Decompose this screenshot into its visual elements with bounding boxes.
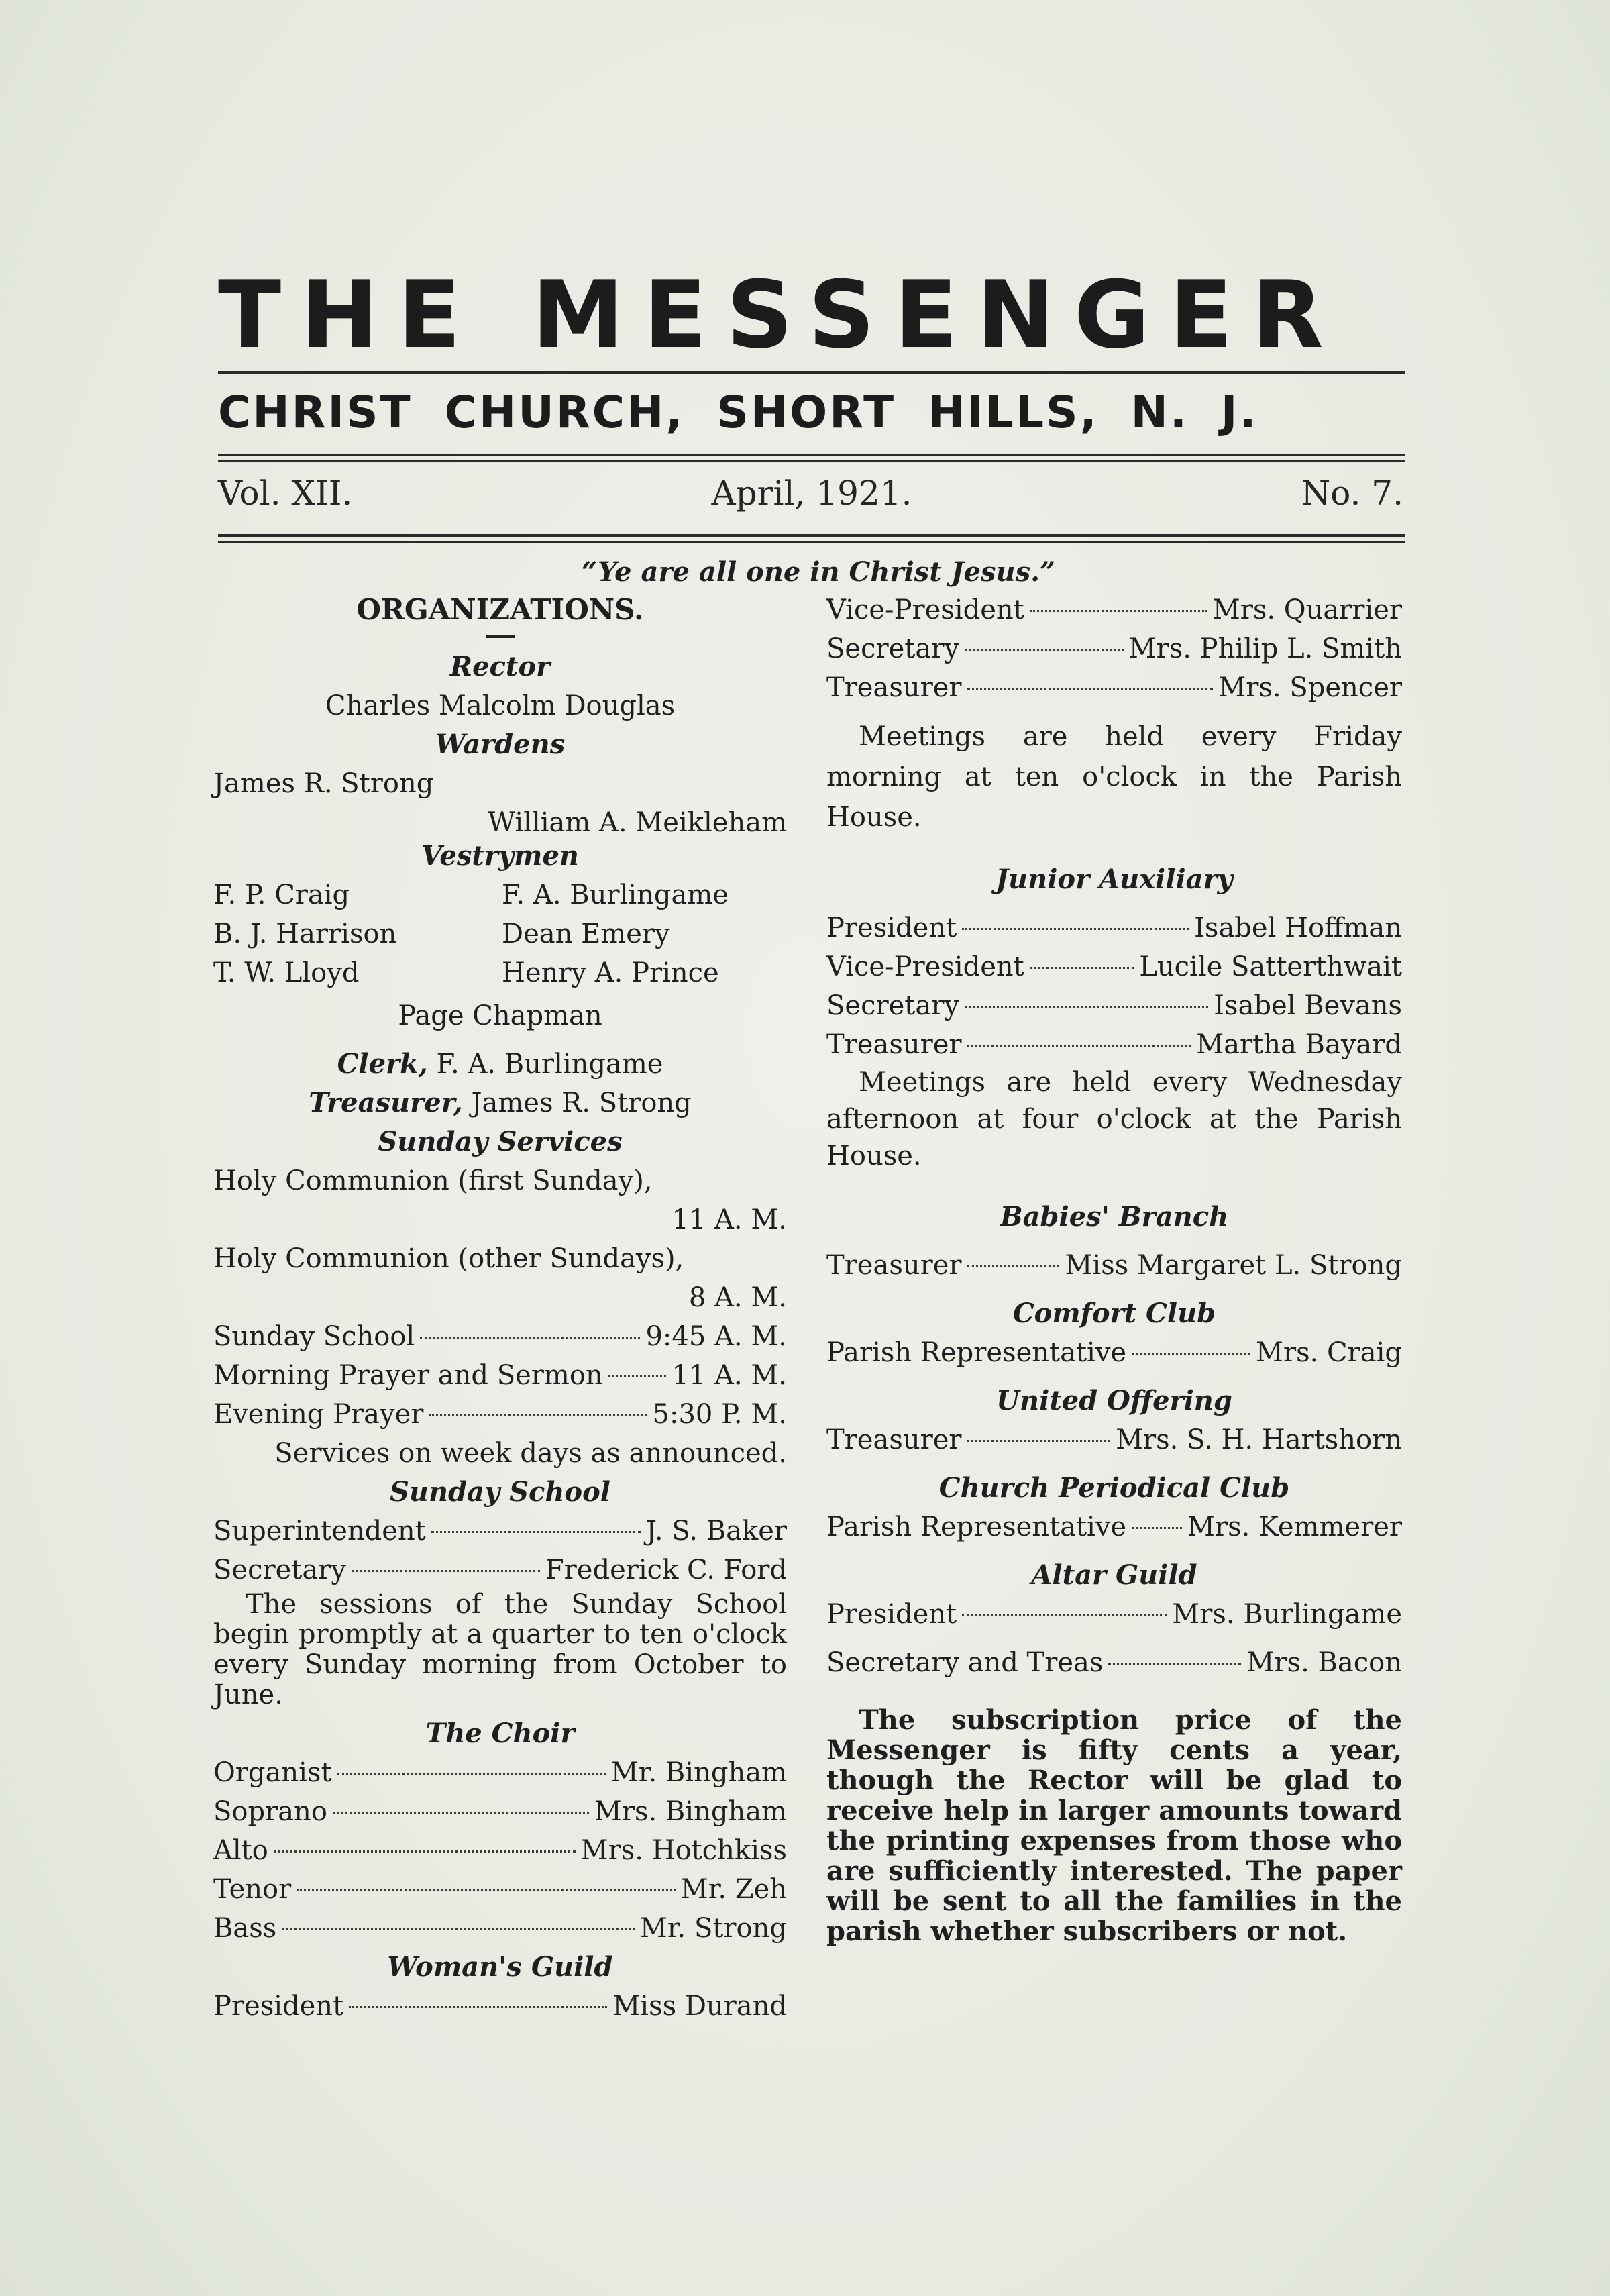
school-row <box>213 1512 787 1551</box>
role-label: Organist <box>213 1757 332 1788</box>
vestrymen-label: Vestrymen <box>421 840 579 872</box>
motto: “Ye are all one in Christ Jesus.” <box>581 556 1056 588</box>
rule-top <box>218 371 1405 374</box>
role-label: Alto <box>213 1835 268 1866</box>
hc-first-time: 11 A. M. <box>672 1204 787 1235</box>
choir-label: The Choir <box>425 1718 575 1749</box>
hc-other: Holy Communion (other Sundays), <box>213 1243 684 1274</box>
vestryman-last: Page Chapman <box>398 1000 602 1031</box>
role-name: Martha Bayard <box>1196 1029 1402 1060</box>
rule-mid-2 <box>218 460 1405 462</box>
vestryman: T. W. Lloyd <box>213 957 360 988</box>
choir-row <box>213 1792 787 1831</box>
left-column <box>213 590 787 2026</box>
services-note: Services on week days as announced. <box>274 1438 787 1469</box>
services-label: Sunday Services <box>378 1126 623 1157</box>
vestryman: B. J. Harrison <box>213 919 397 949</box>
role-name: Mrs. Kemmerer <box>1187 1512 1402 1543</box>
babies-branch-label: Babies' Branch <box>1000 1201 1229 1233</box>
junior-row <box>826 947 1402 986</box>
organizations-heading: ORGANIZATIONS. <box>356 593 644 626</box>
heading-dash <box>486 635 515 638</box>
vestryman: Henry A. Prince <box>502 957 719 988</box>
role-label: Bass <box>213 1913 277 1944</box>
vestryman: F. A. Burlingame <box>502 880 729 910</box>
role-label: Tenor <box>213 1874 292 1905</box>
comfort-club-label: Comfort Club <box>1012 1298 1216 1329</box>
role-label: Vice-President <box>826 951 1024 982</box>
role-name: Mrs. Quarrier <box>1212 594 1402 625</box>
role-name: Mrs. Bingham <box>594 1796 787 1827</box>
role-name: Isabel Bevans <box>1214 990 1402 1021</box>
clerk-name: F. A. Burlingame <box>436 1049 663 1080</box>
united-row <box>826 1420 1402 1459</box>
role-label: Treasurer <box>826 1029 962 1060</box>
role-label: Parish Representative <box>826 1512 1127 1543</box>
role-name: Mrs. Philip L. Smith <box>1128 633 1402 664</box>
guild-row <box>826 629 1402 668</box>
junior-row <box>826 908 1402 947</box>
role-name: Frederick C. Ford <box>545 1555 787 1585</box>
rector-name: Charles Malcolm Douglas <box>325 690 676 721</box>
role-label: Secretary <box>826 990 959 1021</box>
altar-row <box>826 1595 1402 1634</box>
service-label: Morning Prayer and Sermon <box>213 1360 603 1391</box>
service-time: 9:45 A. M. <box>645 1321 787 1352</box>
vestryman: F. P. Craig <box>213 880 350 910</box>
right-column <box>826 590 1402 1946</box>
hc-other-time: 8 A. M. <box>688 1282 787 1313</box>
role-name: Mrs. S. H. Hartshorn <box>1116 1424 1402 1455</box>
treasurer-name: James R. Strong <box>471 1088 692 1118</box>
united-offering-label: United Offering <box>996 1385 1232 1416</box>
issue-date: April, 1921. <box>711 474 912 513</box>
role-name: Mrs. Hotchkiss <box>580 1835 787 1866</box>
role-label: Vice-President <box>826 594 1024 625</box>
role-label: Treasurer <box>826 672 962 703</box>
role-label: Secretary <box>826 633 959 664</box>
role-name: Mr. Bingham <box>610 1757 787 1788</box>
junior-row <box>826 1025 1402 1064</box>
guild-row <box>826 590 1402 629</box>
service-row <box>213 1395 787 1434</box>
role-label: Secretary and Treas <box>826 1647 1104 1678</box>
church-subtitle: CHRIST CHURCH, SHORT HILLS, N. J. <box>218 386 1258 438</box>
junior-row <box>826 986 1402 1025</box>
school-row <box>213 1551 787 1589</box>
vestry-row <box>213 953 787 992</box>
role-name: Miss Margaret L. Strong <box>1065 1250 1402 1281</box>
role-name: Mr. Strong <box>639 1913 787 1944</box>
choir-row <box>213 1753 787 1792</box>
vestryman: Dean Emery <box>502 919 670 949</box>
service-row <box>213 1356 787 1395</box>
service-label: Sunday School <box>213 1321 415 1352</box>
altar-row <box>826 1643 1402 1682</box>
role-label: Parish Representative <box>826 1337 1127 1368</box>
role-name: Mr. Zeh <box>680 1874 787 1905</box>
vestry-row <box>213 915 787 953</box>
sunday-school-label: Sunday School <box>390 1476 610 1508</box>
rule-bottom-2 <box>218 541 1405 543</box>
periodical-club-label: Church Periodical Club <box>938 1472 1290 1504</box>
role-label: Treasurer <box>826 1250 962 1281</box>
rector-label: Rector <box>449 651 551 682</box>
role-label: President <box>213 1991 344 2022</box>
role-label: Treasurer <box>826 1424 962 1455</box>
role-label: Secretary <box>213 1555 346 1585</box>
guild-row <box>826 668 1402 707</box>
volume-label: Vol. XII. <box>218 474 353 513</box>
sunday-school-note: The sessions of the Sunday School begin promptly at a quarter to ten o'clock every Sunday morning from October to June. <box>213 1589 787 1710</box>
role-name: Mrs. Bacon <box>1246 1647 1402 1678</box>
womans-guild-label: Woman's Guild <box>387 1951 613 1983</box>
clerk-label: Clerk, <box>337 1048 428 1080</box>
role-name: Mrs. Craig <box>1255 1337 1402 1368</box>
role-name: Lucile Satterthwait <box>1139 951 1402 982</box>
issue-number: No. 7. <box>1301 474 1403 513</box>
periodical-row <box>826 1508 1402 1547</box>
choir-row <box>213 1831 787 1870</box>
treasurer-label: Treasurer, <box>309 1087 463 1118</box>
choir-row <box>213 1870 787 1909</box>
warden-2: William A. Meikleham <box>487 807 787 838</box>
service-time: 5:30 P. M. <box>652 1399 787 1430</box>
rule-bottom-1 <box>218 534 1405 537</box>
treasurer-line <box>213 1084 787 1123</box>
role-label: Soprano <box>213 1796 327 1827</box>
rule-mid-1 <box>218 454 1405 456</box>
hc-first: Holy Communion (first Sunday), <box>213 1165 653 1196</box>
role-name: Mrs. Spencer <box>1218 672 1402 703</box>
role-label: Superintendent <box>213 1516 426 1547</box>
service-row <box>213 1317 787 1356</box>
wardens-label: Wardens <box>435 729 566 760</box>
junior-auxiliary-label: Junior Auxiliary <box>996 864 1233 895</box>
service-label: Evening Prayer <box>213 1399 424 1430</box>
subscription-note: The subscription price of the Messenger is fifty cents a year, though the Rector will be glad to receive help in larger amounts toward the printing expenses from those who are sufficiently interested. The paper will be sent to all the families in the parish whether subscribers or not. <box>826 1704 1402 1947</box>
vestry-row <box>213 876 787 915</box>
role-name: Mrs. Burlingame <box>1172 1599 1402 1630</box>
role-label: President <box>826 912 957 943</box>
guild-row <box>213 1987 787 2026</box>
role-name: Miss Durand <box>612 1991 787 2022</box>
altar-guild-label: Altar Guild <box>1031 1559 1197 1591</box>
choir-row <box>213 1909 787 1948</box>
service-time: 11 A. M. <box>672 1360 787 1391</box>
role-name: J. S. Baker <box>645 1516 787 1547</box>
role-name: Isabel Hoffman <box>1194 912 1402 943</box>
junior-note: Meetings are held every Wednesday afternoon at four o'clock at the Parish House. <box>826 1067 1402 1171</box>
clerk-line <box>213 1045 787 1084</box>
role-label: President <box>826 1599 957 1630</box>
warden-1: James R. Strong <box>213 768 434 799</box>
masthead-title: THE MESSENGER <box>218 261 1343 369</box>
comfort-row <box>826 1333 1402 1372</box>
womans-guild-note: Meetings are held every Friday morning at ten o'clock in the Parish House. <box>826 721 1402 833</box>
babies-row <box>826 1246 1402 1285</box>
